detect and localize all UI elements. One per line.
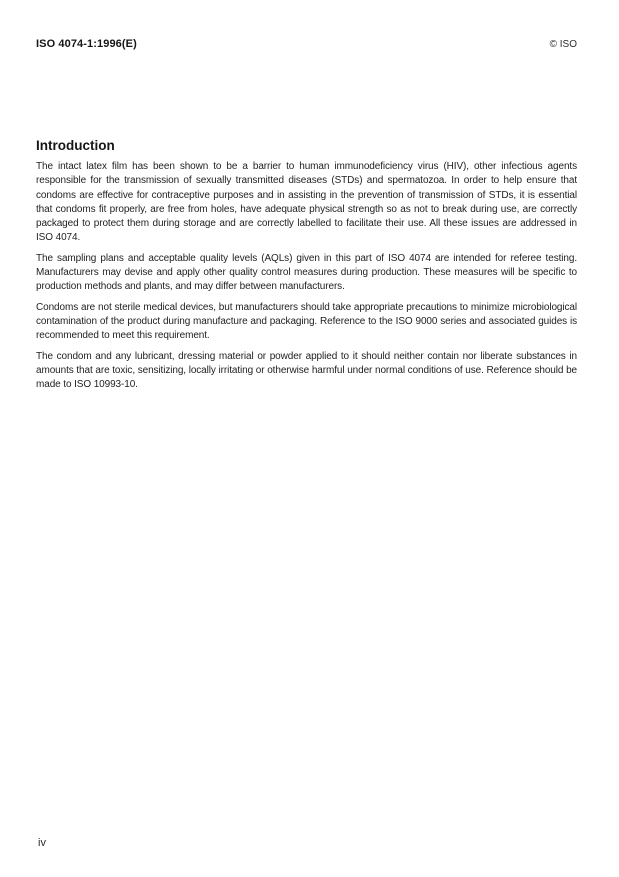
paragraph: The condom and any lubricant, dressing material or powder applied to it should neither contain nor liberate substances in amounts that are toxic, sensitizing, locally irritating or otherwise harmful under normal conditions of use. Reference should be made to ISO 10993-10. bbox=[36, 350, 577, 391]
page-number: iv bbox=[38, 837, 46, 849]
document-id: ISO 4074-1:1996(E) bbox=[36, 38, 137, 50]
paragraph: Condoms are not sterile medical devices, but manufacturers should take appropriate precautions to minimize microbiological contamination of the product during manufacture and packaging. Reference to the ISO 9000 series and associated guides is recommended to meet this requirement. bbox=[36, 301, 577, 342]
paragraph: The sampling plans and acceptable quality levels (AQLs) given in this part of ISO 4074 are intended for referee testing. Manufacturers may devise and apply other quality control measures during production. These measures will be specific to production methods and plants, and may differ between manufacturers. bbox=[36, 252, 577, 293]
copyright-notice: © ISO bbox=[549, 39, 577, 50]
body-text bbox=[36, 160, 577, 398]
paragraph: The intact latex film has been shown to be a barrier to human immunodeficiency virus (HIV), other infectious agents responsible for the transmission of sexually transmitted diseases (STDs) and spermatozoa. In order to help ensure that condoms are effective for contraceptive purposes and in assisting in the prevention of transmission of STDs, it is essential that condoms fit properly, are free from holes, have adequate physical strength so as not to break during use, are correctly packaged to protect them during storage and are correctly labelled to facilitate their use. All these issues are addressed in ISO 4074. bbox=[36, 161, 577, 244]
section-heading: Introduction bbox=[36, 138, 115, 154]
page-header bbox=[36, 38, 577, 50]
